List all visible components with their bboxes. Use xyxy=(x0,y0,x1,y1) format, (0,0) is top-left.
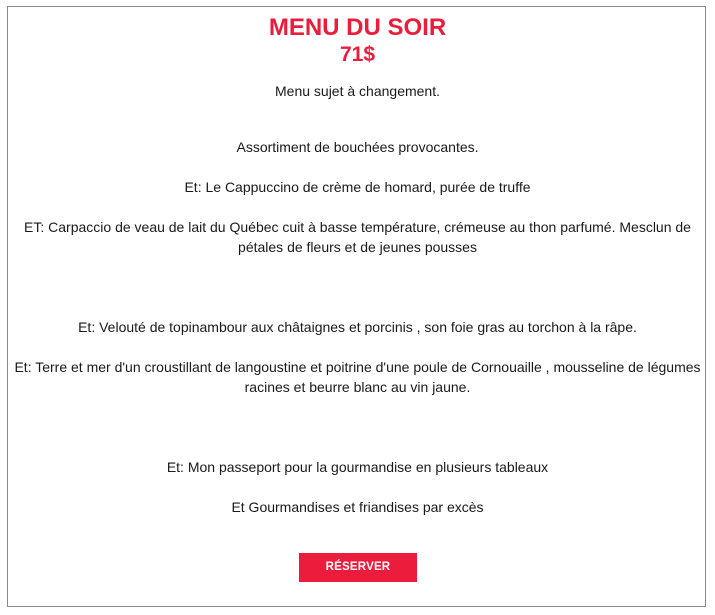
menu-item-5: Et: Terre et mer d'un croustillant de langoustine et poitrine d'une poule de Cornouaille , mousseline de légumes racines et beurre blanc au vin jaune. xyxy=(14,359,701,395)
menu-item-7: Et Gourmandises et friandises par excès xyxy=(231,499,484,515)
menu-price: 71$ xyxy=(339,43,376,66)
menu-item-2: Et: Le Cappuccino de crème de homard, purée de truffe xyxy=(184,179,531,195)
reserve-button[interactable]: RÉSERVER xyxy=(299,553,417,582)
menu-item-4: Et: Velouté de topinambour aux châtaignes et porcinis , son foie gras au torchon à la râpe. xyxy=(78,319,637,335)
menu-note: Menu sujet à changement. xyxy=(275,83,440,99)
menu-item-3: ET: Carpaccio de veau de lait du Québec cuit à basse température, crémeuse au thon parfumé. Mesclun de pétales de fleurs et de jeunes pousses xyxy=(24,219,691,255)
menu-item-1: Assortiment de bouchées provocantes. xyxy=(236,139,479,155)
menu-item-6: Et: Mon passeport pour la gourmandise en plusieurs tableaux xyxy=(166,459,549,475)
menu-title: MENU DU SOIR xyxy=(268,14,447,41)
